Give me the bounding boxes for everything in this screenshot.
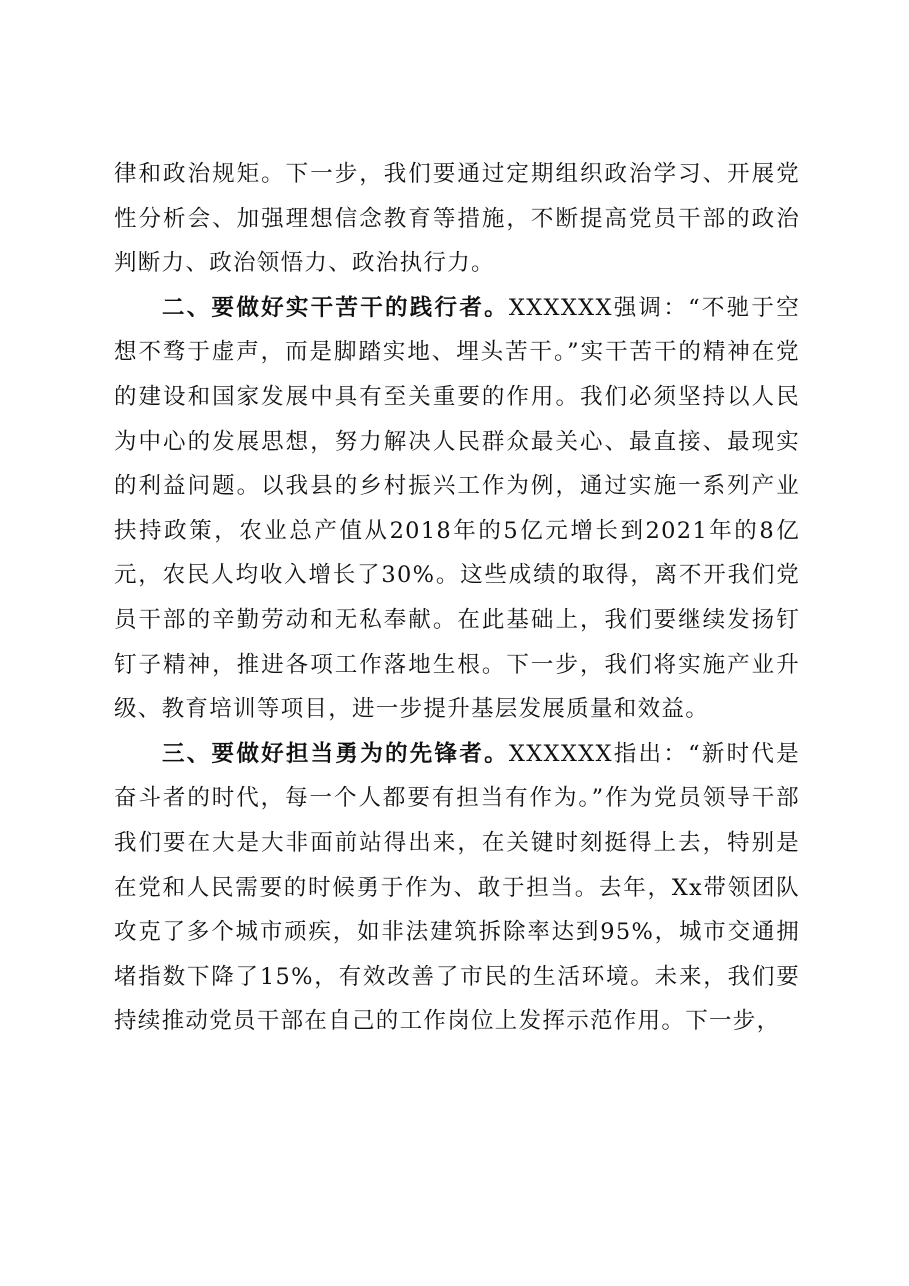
section-heading: 三、要做好担当勇为的先锋者。 <box>162 740 509 767</box>
document-body <box>114 152 800 1044</box>
paragraph-section-2 <box>114 286 800 732</box>
paragraph-continuation <box>114 152 800 286</box>
paragraph-text: XXXXXX强调：“不驰于空想不骛于虚声，而是脚踏实地、埋头苦干。”实干苦干的精神在党的建设和国家发展中具有至关重要的作用。我们必须坚持以人民为中心的发展思想，努力解决人民群众最关心、最直接、最现实的利益问题。以我县的乡村振兴工作为例，通过实施一系列产业扶持政策，农业总产值从2018年的5亿元增长到2021年的8亿元，农民人均收入增长了30%。这些成绩的取得，离不开我们党员干部的辛勤劳动和无私奉献。在此基础上，我们要继续发扬钉钉子精神，推进各项工作落地生根。下一步，我们将实施产业升级、教育培训等项目，进一步提升基层发展质量和效益。 <box>114 294 800 723</box>
paragraph-text: 律和政治规矩。下一步，我们要通过定期组织政治学习、开展党性分析会、加强理想信念教育等措施，不断提高党员干部的政治判断力、政治领悟力、政治执行力。 <box>114 161 800 277</box>
paragraph-text: XXXXXX指出：“新时代是奋斗者的时代，每一个人都要有担当有作为。”作为党员领导干部我们要在大是大非面前站得出来，在关键时刻挺得上去，特别是在党和人民需要的时候勇于作为、敢于担当。去年，Xx带领团队攻克了多个城市顽疾，如非法建筑拆除率达到95%，城市交通拥堵指数下降了15%，有效改善了市民的生活环境。未来，我们要持续推动党员干部在自己的工作岗位上发挥示范作用。下一步， <box>114 740 800 1035</box>
section-heading: 二、要做好实干苦干的践行者。 <box>162 294 509 321</box>
paragraph-section-3 <box>114 732 800 1044</box>
